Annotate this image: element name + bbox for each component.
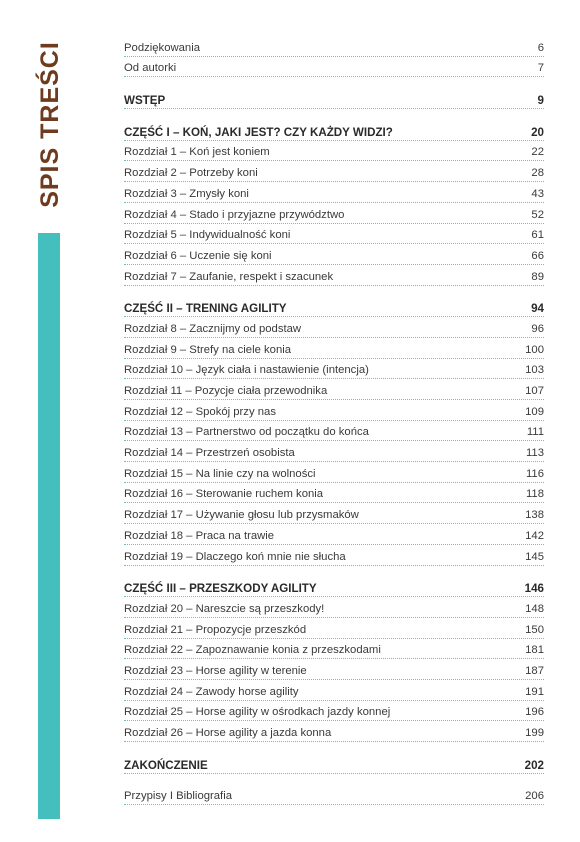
toc-entry xyxy=(124,317,544,338)
toc-entry-page: 109 xyxy=(525,405,544,418)
toc-entry xyxy=(124,203,544,224)
toc-entry xyxy=(124,36,544,57)
toc-entry xyxy=(124,721,544,742)
toc-entry-title: Rozdział 1 – Koń jest koniem xyxy=(124,146,270,159)
toc-section-heading xyxy=(124,297,544,318)
toc-entry-title: ZAKOŃCZENIE xyxy=(124,758,208,772)
section-gap xyxy=(124,742,544,753)
toc-entry xyxy=(124,462,544,483)
section-gap xyxy=(124,109,544,120)
side-title xyxy=(36,38,64,210)
toc-entry-page: 111 xyxy=(526,426,544,439)
toc-entry-title: Rozdział 12 – Spokój przy nas xyxy=(124,405,276,418)
toc-entry xyxy=(124,400,544,421)
toc-entry-title: Rozdział 11 – Pozycje ciała przewodnika xyxy=(124,385,328,397)
toc-entry-page: 148 xyxy=(525,602,544,615)
toc-entry-page: 100 xyxy=(525,343,544,356)
toc-section-heading xyxy=(124,88,544,109)
toc-entry-page: 103 xyxy=(525,364,544,377)
toc-entry-page: 181 xyxy=(525,644,544,657)
toc-section-heading xyxy=(124,577,544,598)
toc-entry xyxy=(124,379,544,400)
toc-entry xyxy=(124,659,544,680)
toc-entry-title: Rozdział 19 – Dlaczego koń mnie nie słucha xyxy=(124,550,346,563)
toc-entry-page: 118 xyxy=(525,488,544,501)
toc-entry-title: CZĘŚĆ II – TRENING AGILITY xyxy=(124,302,287,316)
toc-entry-page: 96 xyxy=(531,322,544,335)
toc-entry xyxy=(124,182,544,203)
toc-entry xyxy=(124,265,544,286)
toc-entry-title: Rozdział 17 – Używanie głosu lub przysmaków xyxy=(124,509,359,522)
toc-entry-title: Rozdział 24 – Zawody horse agility xyxy=(124,685,299,698)
toc-entry xyxy=(124,483,544,504)
section-gap xyxy=(124,566,544,577)
toc-entry-page: 66 xyxy=(531,249,544,262)
toc-entry xyxy=(124,161,544,182)
toc-entry-title: CZĘŚĆ I – KOŃ, JAKI JEST? CZY KAŻDY WIDZI? xyxy=(124,125,393,139)
toc-entry-page: 113 xyxy=(525,447,544,460)
toc-entry-title: Rozdział 8 – Zacznijmy od podstaw xyxy=(124,322,302,335)
toc-entry-page: 94 xyxy=(531,302,544,316)
toc-entry-page: 7 xyxy=(537,62,544,75)
toc-section-heading xyxy=(124,753,544,774)
toc-entry-page: 43 xyxy=(531,187,544,200)
toc-entry-page: 199 xyxy=(525,727,544,739)
toc-entry-title: Rozdział 23 – Horse agility w terenie xyxy=(124,664,307,677)
toc-entry xyxy=(124,338,544,359)
toc-entry-title: Rozdział 14 – Przestrzeń osobista xyxy=(124,447,295,460)
toc-entry-page: 9 xyxy=(537,94,544,108)
toc-entry-title: Od autorki xyxy=(124,62,177,75)
toc-entry-page: 89 xyxy=(531,270,544,283)
toc-entry-page: 191 xyxy=(525,685,544,698)
toc-entry xyxy=(124,244,544,265)
toc-entry xyxy=(124,597,544,618)
toc-entry-page: 187 xyxy=(525,664,544,677)
accent-bar xyxy=(38,233,60,819)
toc-entry xyxy=(124,639,544,660)
toc-entry-page: 61 xyxy=(531,229,544,242)
toc-entry-title: Rozdział 21 – Propozycje przeszkód xyxy=(124,623,307,636)
section-gap xyxy=(124,286,544,297)
toc-entry-title: Rozdział 7 – Zaufanie, respekt i szacunek xyxy=(124,270,334,283)
toc-entry-title: Rozdział 18 – Praca na trawie xyxy=(124,529,275,542)
toc-entry-title: CZĘŚĆ III – PRZESZKODY AGILITY xyxy=(124,582,317,596)
toc-entry-title: Rozdział 9 – Strefy na ciele konia xyxy=(124,343,292,356)
toc-entry-page: 146 xyxy=(524,582,544,596)
toc-entry xyxy=(124,224,544,245)
toc-entry-page: 145 xyxy=(525,550,544,563)
toc-entry xyxy=(124,421,544,442)
toc-entry-title: Podziękowania xyxy=(124,41,200,54)
toc-entry-title: Rozdział 2 – Potrzeby koni xyxy=(124,167,258,180)
toc-entry-page: 28 xyxy=(531,167,544,180)
toc-entry-page: 138 xyxy=(525,509,544,522)
toc-entry xyxy=(124,524,544,545)
section-gap xyxy=(124,774,544,785)
toc-entry-title: Rozdział 25 – Horse agility w ośrodkach jazdy konnej xyxy=(124,706,391,719)
toc-entry-title: Przypisy I Bibliografia xyxy=(124,790,232,803)
toc-entry xyxy=(124,545,544,566)
toc-entry-title: Rozdział 10 – Język ciała i nastawienie (intencja) xyxy=(124,364,369,377)
toc-entry xyxy=(124,618,544,639)
toc-entry-title: Rozdział 20 – Nareszcie są przeszkody! xyxy=(124,602,325,615)
toc-entry-title: Rozdział 5 – Indywidualność koni xyxy=(124,229,291,242)
toc-entry xyxy=(124,701,544,722)
toc-entry-page: 52 xyxy=(531,208,544,221)
side-title-text: SPIS TREŚCI xyxy=(35,40,64,208)
toc-entry-title: Rozdział 6 – Uczenie się koni xyxy=(124,249,272,262)
toc-entry-page: 150 xyxy=(525,623,544,636)
toc-entry-title: Rozdział 15 – Na linie czy na wolności xyxy=(124,467,316,480)
section-gap xyxy=(124,77,544,88)
toc-entry-title: Rozdział 4 – Stado i przyjazne przywództwo xyxy=(124,208,345,221)
toc-entry-page: 116 xyxy=(525,467,544,480)
toc-entry-page: 22 xyxy=(531,146,544,159)
toc-entry xyxy=(124,680,544,701)
toc-entry-page: 20 xyxy=(531,125,544,139)
toc-entry-title: Rozdział 13 – Partnerstwo od początku do końca xyxy=(124,426,369,439)
toc-entry-page: 107 xyxy=(525,385,544,397)
toc-entry-title: Rozdział 22 – Zapoznawanie konia z przeszkodami xyxy=(124,644,381,657)
toc-entry xyxy=(124,785,544,806)
toc-entry-page: 196 xyxy=(525,706,544,719)
toc-entry-page: 206 xyxy=(525,790,544,803)
toc-entry-page: 142 xyxy=(525,529,544,542)
toc-entry-title: WSTĘP xyxy=(124,94,166,108)
toc-entry xyxy=(124,503,544,524)
toc-entry xyxy=(124,141,544,162)
toc-entry-title: Rozdział 3 – Zmysły koni xyxy=(124,187,249,200)
table-of-contents xyxy=(124,36,544,805)
toc-section-heading xyxy=(124,120,544,141)
toc-entry xyxy=(124,441,544,462)
toc-entry xyxy=(124,359,544,380)
toc-entry-title: Rozdział 26 – Horse agility a jazda konna xyxy=(124,727,332,739)
toc-entry-title: Rozdział 16 – Sterowanie ruchem konia xyxy=(124,488,324,501)
toc-entry-page: 6 xyxy=(537,41,544,54)
toc-entry-page: 202 xyxy=(524,758,544,772)
toc-entry xyxy=(124,57,544,78)
